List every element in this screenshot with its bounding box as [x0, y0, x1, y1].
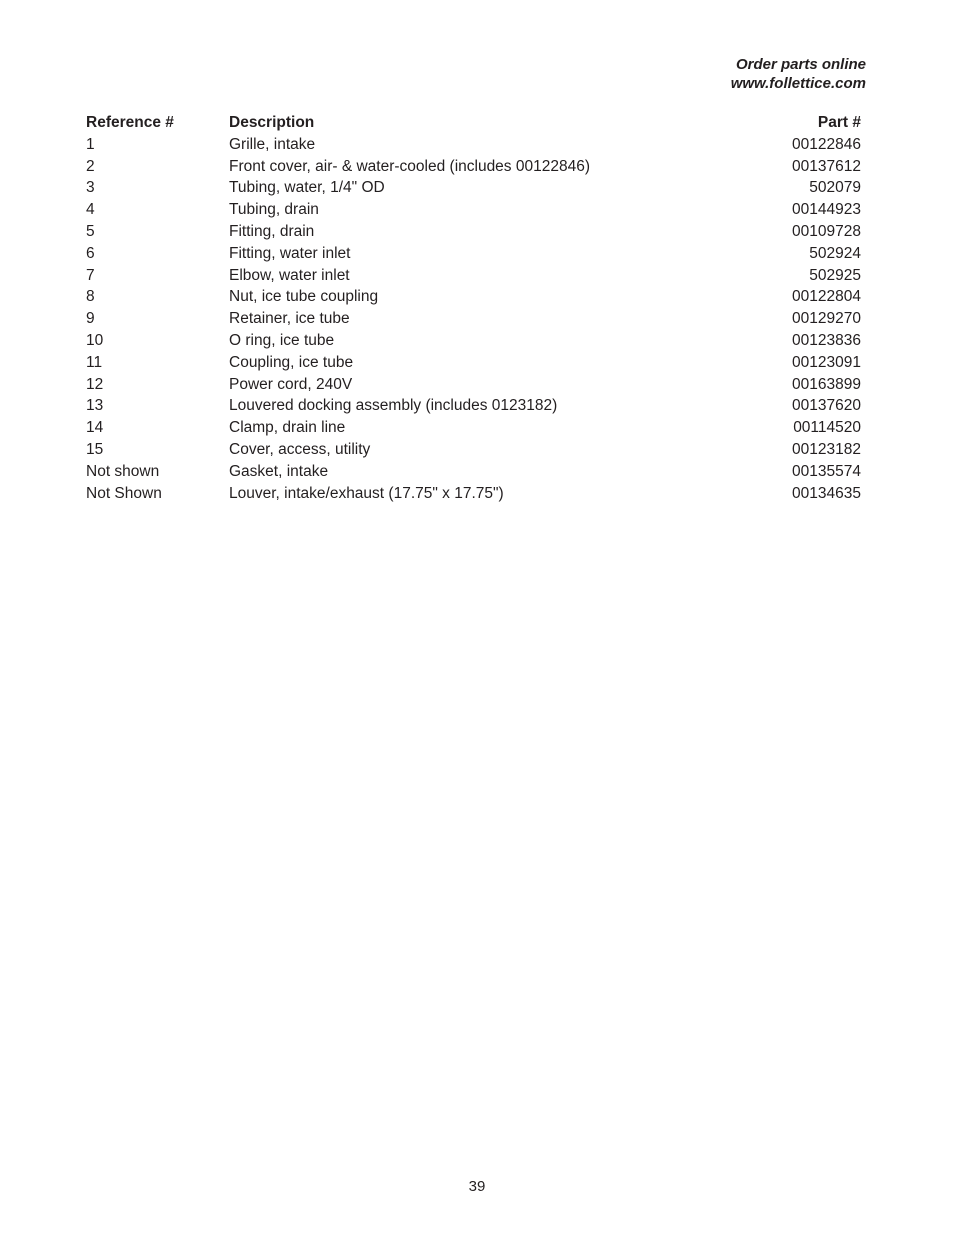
order-parts-line: Order parts online — [735, 56, 866, 73]
cell-description: Gasket, intake — [229, 462, 329, 480]
cell-reference: 11 — [86, 353, 103, 371]
cell-reference: 9 — [86, 310, 95, 328]
table-row — [86, 199, 861, 221]
table-row — [86, 374, 861, 396]
cell-part-number: 00114520 — [793, 419, 861, 437]
cell-reference: 1 — [86, 135, 95, 153]
cell-reference: 14 — [86, 419, 104, 437]
cell-reference: 3 — [86, 179, 95, 197]
cell-reference: 8 — [86, 288, 95, 306]
cell-description: O ring, ice tube — [229, 331, 335, 349]
table-row — [86, 395, 861, 417]
cell-description: Louver, intake/exhaust (17.75" x 17.75") — [229, 484, 504, 502]
cell-reference: 13 — [86, 397, 104, 415]
cell-reference: 4 — [86, 201, 95, 219]
cell-reference: 15 — [86, 440, 104, 458]
cell-description: Nut, ice tube coupling — [229, 288, 379, 306]
cell-reference: Not Shown — [86, 484, 162, 502]
cell-part-number: 00109728 — [792, 222, 861, 240]
table-row — [86, 156, 861, 178]
page-number: 39 — [468, 1178, 486, 1195]
table-row — [86, 352, 861, 374]
cell-reference: 6 — [86, 244, 95, 262]
cell-part-number: 00144923 — [792, 201, 861, 219]
parts-table — [86, 112, 861, 504]
cell-description: Louvered docking assembly (includes 0123182) — [229, 397, 558, 415]
cell-description: Fitting, drain — [229, 222, 315, 240]
column-header-reference: Reference # — [86, 114, 174, 131]
table-row — [86, 286, 861, 308]
cell-part-number: 502925 — [809, 266, 861, 284]
cell-part-number: 00123836 — [792, 331, 861, 349]
cell-description: Power cord, 240V — [229, 375, 353, 393]
cell-description: Clamp, drain line — [229, 419, 346, 437]
cell-part-number: 00123091 — [792, 353, 861, 371]
cell-part-number: 00129270 — [792, 310, 861, 328]
cell-part-number: 00123182 — [792, 440, 861, 458]
table-row — [86, 308, 861, 330]
table-header-row — [86, 112, 861, 134]
cell-description: Coupling, ice tube — [229, 353, 354, 371]
cell-description: Tubing, drain — [229, 201, 319, 219]
cell-reference: 5 — [86, 222, 95, 240]
website-link[interactable]: www.follettice.com — [730, 75, 866, 92]
cell-description: Tubing, water, 1/4" OD — [229, 179, 385, 197]
column-header-part: Part # — [817, 114, 861, 131]
table-row — [86, 243, 861, 265]
column-header-description: Description — [229, 114, 315, 131]
cell-part-number: 502079 — [809, 179, 861, 197]
cell-reference: 2 — [86, 157, 95, 175]
table-row — [86, 134, 861, 156]
table-row — [86, 177, 861, 199]
cell-part-number: 00137612 — [792, 157, 861, 175]
cell-description: Grille, intake — [229, 135, 316, 153]
cell-reference: 7 — [86, 266, 95, 284]
table-row — [86, 461, 861, 483]
table-row — [86, 439, 861, 461]
cell-part-number: 502924 — [809, 244, 861, 262]
cell-part-number: 00163899 — [792, 375, 861, 393]
cell-part-number: 00122804 — [792, 288, 861, 306]
table-row — [86, 417, 861, 439]
cell-description: Cover, access, utility — [229, 440, 371, 458]
table-row — [86, 330, 861, 352]
cell-part-number: 00122846 — [792, 135, 861, 153]
cell-description: Fitting, water inlet — [229, 244, 351, 262]
cell-reference: Not shown — [86, 462, 160, 480]
table-row — [86, 483, 861, 505]
cell-reference: 10 — [86, 331, 104, 349]
cell-part-number: 00137620 — [792, 397, 861, 415]
cell-part-number: 00135574 — [792, 462, 861, 480]
cell-description: Elbow, water inlet — [229, 266, 350, 284]
table-row — [86, 265, 861, 287]
table-row — [86, 221, 861, 243]
cell-reference: 12 — [86, 375, 104, 393]
cell-part-number: 00134635 — [792, 484, 861, 502]
order-parts-note — [731, 55, 866, 93]
cell-description: Front cover, air- & water-cooled (includes 00122846) — [229, 157, 590, 175]
cell-description: Retainer, ice tube — [229, 310, 350, 328]
